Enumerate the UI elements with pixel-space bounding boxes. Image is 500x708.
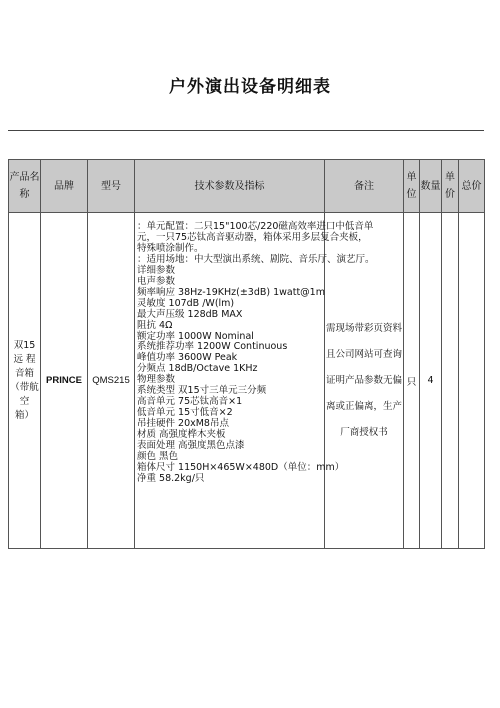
- header-product-name-line-2: 称: [19, 189, 30, 200]
- spec-line: 系统类型 双15寸三单元三分频: [137, 385, 267, 397]
- spec-line: 分频点 18dB/Octave 1KHz: [137, 363, 258, 375]
- spec-line: 表面处理 高强度黑色点漆: [137, 440, 245, 452]
- spec-line: 低音单元 15寸低音×2: [137, 407, 233, 419]
- spec-line: 峰值功率 3600W Peak: [137, 352, 238, 364]
- title-divider: [8, 130, 484, 131]
- header-product-name: [9, 160, 41, 213]
- cell-unit: 只: [404, 213, 420, 549]
- spec-line: 频率响应 38Hz-19KHz(±3dB) 1watt@1m: [137, 286, 325, 298]
- equipment-table: [8, 159, 485, 549]
- header-unit-price-line-2: 价: [445, 189, 455, 200]
- spec-line: 净重 58.2kg/只: [137, 472, 205, 484]
- spec-line: 详细参数: [137, 264, 176, 276]
- header-remark: 备注: [325, 160, 404, 213]
- header-unit-line-1: 单: [406, 172, 417, 183]
- header-unit-price-line-1: 单: [445, 172, 455, 183]
- table-row: [9, 213, 485, 549]
- spec-line: ：适用场地：中大型演出系统、剧院、音乐厅、演艺厅。: [137, 253, 375, 265]
- header-brand: 品牌: [41, 160, 88, 213]
- header-unit: [404, 160, 420, 213]
- spec-line: 吊挂硬件 20xM8吊点: [137, 418, 229, 430]
- spec-line: ：单元配置：二只15"100芯/220磁高效率进口中低音单: [137, 221, 374, 232]
- document-title: 户外演出设备明细表: [169, 77, 331, 97]
- product-name-line: 双15远: [13, 339, 36, 365]
- product-name-line: （带航空: [10, 381, 39, 407]
- spec-line: 特殊喷涂制作。: [137, 242, 204, 254]
- remark-line: 且公司网站可查询: [325, 348, 402, 360]
- header-model: 型号: [88, 160, 135, 213]
- spec-line: 系统推荐功率 1200W Continuous: [137, 341, 288, 353]
- cell-brand: PRINCE: [41, 213, 88, 549]
- remark-line: 离或正偏离，生产: [325, 400, 402, 412]
- header-quantity: 数量: [420, 160, 442, 213]
- header-unit-price: [442, 160, 459, 213]
- spec-line: 额定功率 1000W Nominal: [137, 330, 254, 342]
- spec-line: 箱体尺寸 1150H×465W×480D（单位：mm）: [137, 461, 345, 473]
- product-name-line: 箱）: [14, 409, 34, 421]
- cell-model: QMS215: [88, 213, 135, 549]
- spec-line: 物理参数: [137, 374, 176, 386]
- cell-unit-price: [442, 213, 459, 549]
- header-total-price: 总价: [459, 160, 485, 213]
- remark-line: 证明产品参数无偏: [325, 374, 402, 386]
- header-product-name-line-1: 产品名: [9, 172, 40, 183]
- remark-line: 厂商授权书: [340, 426, 388, 438]
- spec-line: 电声参数: [137, 275, 176, 287]
- spec-line: 元，一只75芯钛高音驱动器，箱体采用多层复合夹板，: [137, 231, 368, 243]
- spec-line: 灵敏度 107dB /W(lm): [137, 297, 235, 309]
- header-unit-line-2: 位: [406, 189, 417, 200]
- spec-line: 最大声压级 128dB MAX: [137, 308, 243, 320]
- cell-total-price: [459, 213, 485, 549]
- spec-line: 材质 高强度桦木夹板: [137, 429, 226, 441]
- header-row: [9, 160, 485, 213]
- spec-line: 高音单元 75芯钛高音×1: [137, 396, 243, 408]
- spec-line: 阻抗 4Ω: [137, 319, 173, 331]
- remark-line: 需现场带彩页资料: [325, 322, 402, 334]
- header-specs: 技术参数及指标: [135, 160, 325, 213]
- cell-product-name: [9, 213, 41, 549]
- product-name-line: 程音箱: [14, 353, 36, 379]
- cell-quantity: 4: [420, 213, 442, 549]
- spec-line: 颜色 黑色: [137, 451, 179, 463]
